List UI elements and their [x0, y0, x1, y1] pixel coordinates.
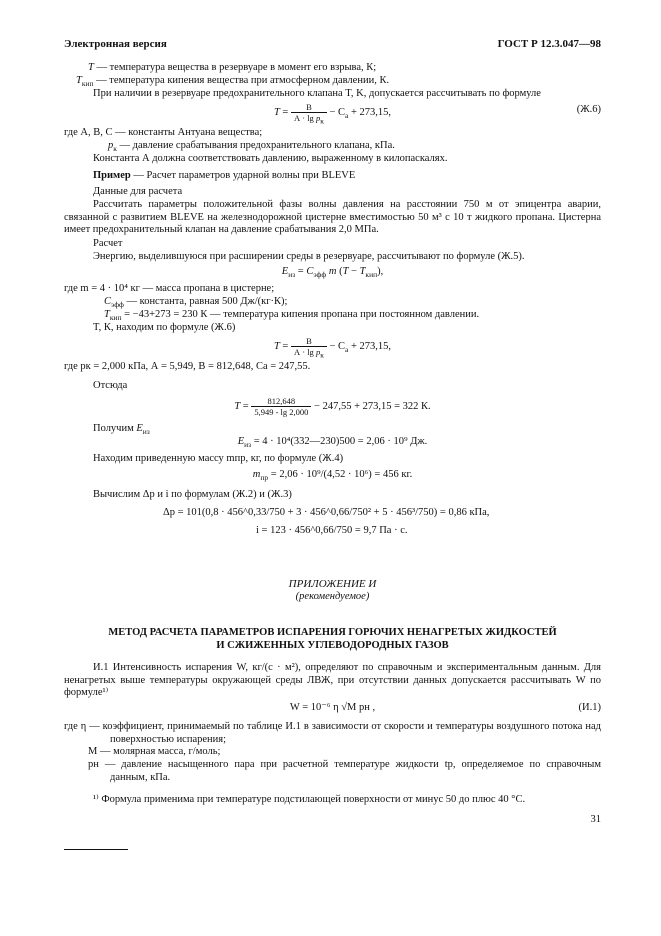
get-e: Получим $E_{из}$: [93, 423, 150, 437]
appendix-subtitle: (рекомендуемое): [295, 591, 370, 602]
def-antoine: где А, В, С — константы Антуана вещества;: [64, 127, 263, 138]
def-pk: $p_к$ — давление срабатывания предохранительного клапана, кПа.: [108, 140, 395, 154]
header-right: ГОСТ Р 12.3.047—98: [497, 38, 601, 50]
footnote-rule: [64, 849, 128, 850]
formula-m-value: $m_{пр} = 2,06 \cdot 10^9/(4,52 \cdot 10^6) = 456$ кг.: [252, 469, 413, 483]
appendix-heading-2: И СЖИЖЕННЫХ УГЛЕВОДОРОДНЫХ ГАЗОВ: [216, 640, 449, 651]
formula-dp: Δp = 101(0,8 · 456^0,33/750 + 3 · 456^0,66/750² + 5 · 456³/750) = 0,86 кПа,: [163, 507, 490, 518]
calc-energy: Энергию, выделившуюся при расширении среды в резервуаре, рассчитывают по формуле (Ж.5).: [93, 251, 525, 262]
data-text: Рассчитать параметры положительной фазы волны давления на расстоянии 750 м от эпицентра аварии, связанной с развитием BLEVE на железнодорожной цистерне вместимостью 50 м³ с 10 т жидкого пропана. Цистерна имеет предохранительный клапан на давление срабатывания 2,0 МПа.: [64, 199, 601, 235]
find-mpr: Находим приведенную массу mпр, кг, по формуле (Ж.4): [93, 453, 344, 464]
appendix-para-1: И.1 Интенсивность испарения W, кг/(с · м²), определяют по справочным и экспериментальным данным. Для ненагретых выше температуры окружающей среды ЛВЖ, при отсутствии данных допускается рассчитывать W по формуле¹⁾: [64, 662, 601, 698]
para-const-a: Константа А должна соответствовать давлению, выраженному в килопаскалях.: [93, 153, 448, 164]
header-left: Электронная версия: [64, 38, 167, 50]
formula-j6-repeat: T = $\frac{В}{А \cdot \lg p_к}$ − $С_а + 273,15$,: [273, 336, 392, 360]
calc-heading: Расчет: [93, 238, 123, 249]
appendix-title: ПРИЛОЖЕНИЕ И: [288, 578, 377, 590]
find-T: T, К, находим по формуле (Ж.6): [93, 322, 236, 333]
eq-number-j6: (Ж.6): [576, 104, 601, 115]
def-m: где m = 4 · 10⁴ кг — масса пропана в цистерне;: [64, 283, 275, 294]
def-pn: pн — давление насыщенного пара при расчетной температуре жидкости tр, определяемое по справочным данным, кПа.: [88, 759, 601, 783]
formula-e-value: $E_{из} = 4$ · 10⁴(332—230)500 = 2,06 · 10⁹ Дж.: [237, 436, 428, 450]
def-ceff: $C_{эфф}$ — константа, равная 500 Дж/(кг·К);: [104, 296, 288, 310]
def-M: M — молярная масса, г/моль;: [88, 746, 221, 757]
given-values: где pк = 2,000 кПа, А = 5,949, В = 812,648, Са = 247,55.: [64, 361, 311, 372]
formula-w: W = 10⁻⁶ η √M pн , (И.1): [289, 702, 601, 713]
data-heading: Данные для расчета: [93, 186, 183, 197]
example-title: Пример — Расчет параметров ударной волны при BLEVE: [93, 170, 356, 181]
calc-dp-i: Вычислим Δp и i по формулам (Ж.2) и (Ж.3): [93, 489, 292, 500]
def-eta: где η — коэффициент, принимаемый по таблице И.1 в зависимости от скорости и температуры воздушного потока над поверхностью испарения;: [64, 721, 601, 745]
formula-t-value: T = $\frac{812,648}{5,949 - \lg 2,000}$ − 247,55 + 273,15 = 322 К.: [234, 396, 431, 417]
para-valve: При наличии в резервуаре предохранительного клапана T, K, допускается рассчитывать по формуле: [93, 88, 541, 99]
def-tkip2: $T_{кип} = -43+273 = 230$ К — температура кипения пропана при постоянном давлении.: [104, 309, 480, 323]
formula-i: i = 123 · 456^0,66/750 = 9,7 Па · с.: [256, 525, 408, 536]
hence: Отсюда: [93, 380, 128, 391]
formula-j5: $E_{из} = C_{эфф}$ m $(T - T_{кип})$,: [281, 266, 384, 280]
formula-j6: T = $\frac{В}{А \cdot \lg p_к}$ − $С_а + 273,15$, (Ж.6): [273, 102, 601, 126]
page-number: 31: [590, 814, 601, 825]
def-Tkip: $T_{кип}$ — температура кипения вещества при атмосферном давлении, К.: [76, 75, 390, 89]
appendix-heading-1: МЕТОД РАСЧЕТА ПАРАМЕТРОВ ИСПАРЕНИЯ ГОРЮЧИХ НЕНАГРЕТЫХ ЖИДКОСТЕЙ: [108, 627, 557, 638]
footnote: ¹⁾ Формула применима при температуре подстилающей поверхности от минус 50 до плюс 40 °С.: [93, 794, 526, 805]
eq-number-i1: (И.1): [578, 702, 601, 713]
def-T: T — температура вещества в резервуаре в момент его взрыва, К;: [88, 62, 377, 73]
